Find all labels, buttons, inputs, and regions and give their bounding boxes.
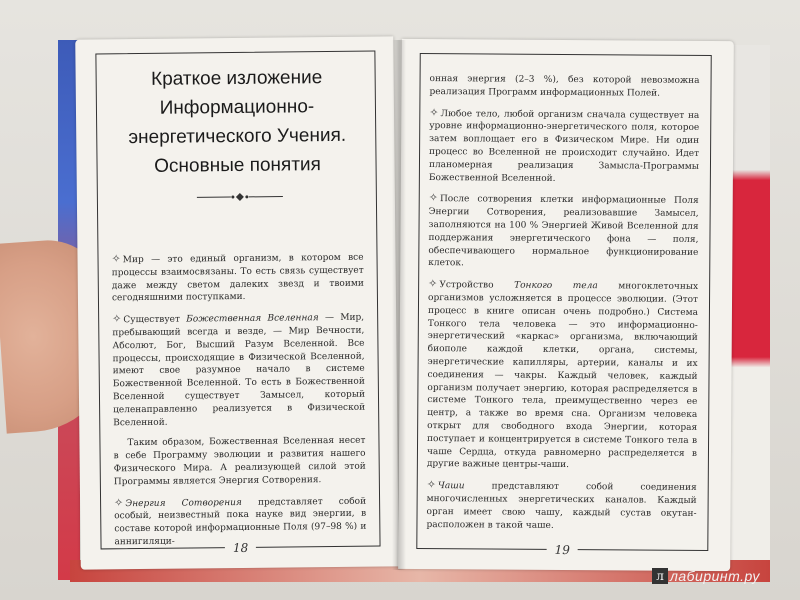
flourish-bullet-icon: ✧ [114,495,124,509]
flourish-bullet-icon: ✧ [428,277,438,291]
title-line: Основные понятия [154,154,321,177]
book-cover-right-edge [730,45,770,565]
flourish-bullet-icon: ✧ [426,478,437,492]
book-gutter [392,40,406,570]
paragraph: ✧ Чаши представляют собой соединения многочисленных энергетических каналов. Каждый орган имеет свою чашу, каждый сустав окутан-расположен в такой чаше. [426,478,697,531]
right-page-body [426,73,699,541]
flourish-bullet-icon: ✧ [429,105,439,119]
paragraph: Таким образом, Божественная Вселенная несет в себе Программу эволюции и развития нашего Физического Мира. А реализующей силой этой Программы является Энергия Сотворения. [113,436,366,488]
paragraph: ✧ Мир — это единый организм, в котором все процессы взаимосвязаны. То есть связь существует даже между светом далеких звезд и твоими сегодняшними поступками. [111,252,364,304]
paragraph: ✧ Устройство Тонкого тела многоклеточных организмов усложняется в процессе эволюции. (Этот процесс в книге описан очень подробно.) Система Тонкого тела человека — это информационно-энергетический «каркас» организма, включающий биополе каждой клетки, органа, системы, энергетические капилляры, артерии, каналы и их соединения — чакры. Каждый человек, каждый организм получает энергию, которая распределяется в системе Тонкого тела, преимущественно через ее центр, а также во время сна. Организм человека открыт для свободного входа Энергии, которая поступает и концентрируется в системе Тонкого тела в чаше Сердца, откуда равномерно распределяется в другие важные центры-чаши. [426,277,699,471]
flourish-bullet-icon: ✧ [111,252,121,266]
watermark: лабиринт.ру [670,568,760,584]
left-page-number: 18 [225,541,256,555]
paragraph: ✧ После сотворения клетки информационные Поля Энергии Сотворения, реализовавшие Замысел, заполняются на 100 % Энергией Живой Вселенной для поддержания энергетического фона — поля, обеспечивающего нормальное функционирование клеток. [428,191,699,269]
left-page [75,36,399,569]
title-line: Информационно- [159,96,315,119]
paragraph: ✧ Существует Божественная Вселенная — Мир, пребывающий всегда и везде, — Мир Вечности, Абсолют, Бог, Высший Разум Вселенной. Все процессы, происходящие в Физической Вселенной, имеют свое разумное начало в системе Божественной Вселенной. То есть в Божественной Вселенной существует Замысел, который целенаправленно реализуется в Физической Вселенной. [112,312,366,428]
labirint-logo-icon: л [652,568,668,584]
right-page-number: 19 [547,543,578,557]
chapter-title [106,63,369,182]
flourish-bullet-icon: ✧ [428,191,439,205]
left-page-body [111,251,366,557]
right-page [398,39,734,571]
paragraph: ✧ Энергия Сотворения представляет собой особый, неизвестный пока науке вид энергии, в составе которой информационные Поля (97–98 %) и аннигиляци- [114,495,367,548]
flourish-bullet-icon: ✧ [112,312,122,326]
title-line: Краткое изложение [150,67,323,90]
ornament-divider-icon [195,191,285,202]
title-line: энергетического Учения. [128,124,347,149]
paragraph: онная энергия (2–3 %), без которой невозможна реализация Программ информационных Полей. [429,74,700,99]
paragraph: ✧ Любое тело, любой организм сначала существует на уровне информационно-энергетического поля, которое затем воплощает его в Физическом Мире. Ни один процесс во Вселенной не происходит случайно. Идет планомерная реализация Замысла-Программы Божественной Вселенной. [428,105,700,184]
